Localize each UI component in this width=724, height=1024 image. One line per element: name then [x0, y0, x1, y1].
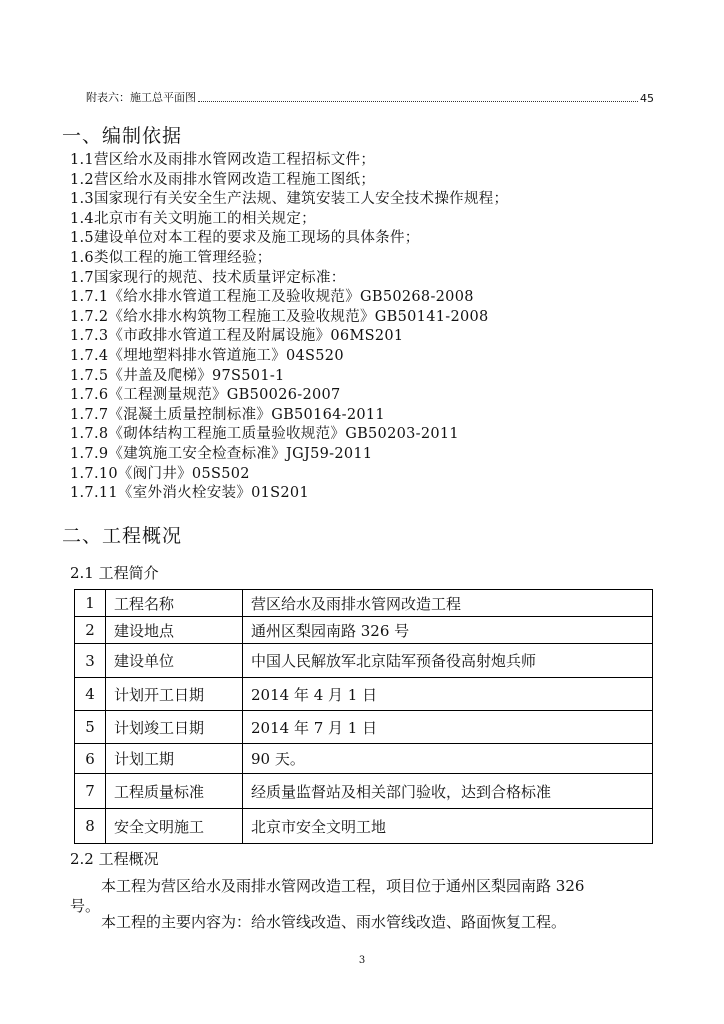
- list-item: 1.2营区给水及雨排水管网改造工程施工图纸；: [70, 171, 376, 188]
- table-row: [75, 774, 653, 809]
- list-item: 1.7.4《埋地塑料排水管道施工》04S520: [70, 347, 344, 364]
- row-label: 计划开工日期: [106, 678, 243, 711]
- list-item: 1.7.11《室外消火栓安装》01S201: [70, 485, 309, 502]
- table-row: [75, 590, 653, 617]
- toc-entry-title: 附表六：施工总平面图: [86, 91, 196, 104]
- row-value: 90 天。: [243, 744, 653, 774]
- list-item: 1.7.7《混凝土质量控制标准》GB50164-2011: [70, 406, 385, 423]
- row-label: 工程质量标准: [106, 774, 243, 809]
- row-number: 1: [75, 590, 106, 617]
- table-row: [75, 678, 653, 711]
- toc-dot-leader: [198, 101, 638, 102]
- section2-heading: 二、工程概况: [62, 525, 183, 547]
- row-label: 建设地点: [106, 617, 243, 644]
- subsection-2-1-heading: 2.1 工程简介: [70, 564, 159, 582]
- list-item: 1.6类似工程的施工管理经验；: [70, 249, 272, 266]
- table-row: [75, 744, 653, 774]
- project-overview-table: [74, 589, 653, 844]
- basis-list: [70, 151, 508, 504]
- table-row: [75, 711, 653, 744]
- page-number: 3: [358, 955, 366, 966]
- row-value: 2014 年 7 月 1 日: [243, 711, 653, 744]
- list-item: 1.7国家现行的规范、技术质量评定标准：: [70, 269, 346, 286]
- row-value: 中国人民解放军北京陆军预备役高射炮兵师: [243, 644, 653, 678]
- scope-paragraph: 本工程的主要内容为：给水管线改造、雨水管线改造、路面恢复工程。: [101, 913, 567, 931]
- toc-entry: [86, 89, 654, 105]
- row-value: 经质量监督站及相关部门验收，达到合格标准: [243, 774, 653, 809]
- row-label: 计划竣工日期: [106, 711, 243, 744]
- list-item: 1.7.6《工程测量规范》GB50026-2007: [70, 387, 341, 404]
- toc-entry-page: 45: [640, 92, 654, 105]
- row-number: 6: [75, 744, 106, 774]
- list-item: 1.7.9《建筑施工安全检查标准》JGJ59-2011: [70, 445, 373, 462]
- table-row: [75, 617, 653, 644]
- row-value: 通州区梨园南路 326 号: [243, 617, 653, 644]
- row-number: 5: [75, 711, 106, 744]
- list-item: 1.1营区给水及雨排水管网改造工程招标文件；: [70, 152, 376, 168]
- overview-paragraph-line: 号。: [70, 897, 101, 915]
- overview-paragraph-line: 本工程为营区给水及雨排水管网改造工程，项目位于通州区梨园南路 326: [101, 877, 585, 895]
- list-item: 1.3国家现行有关安全生产法规、建筑安装工人安全技术操作规程；: [70, 191, 509, 208]
- table-row: [75, 809, 653, 844]
- list-item: 1.7.2《给水排水构筑物工程施工及验收规范》GB50141-2008: [70, 308, 489, 325]
- list-item: 1.7.8《砌体结构工程施工质量验收规范》GB50203-2011: [70, 426, 459, 443]
- row-number: 3: [75, 644, 106, 678]
- section1-heading: 一、编制依据: [62, 125, 183, 147]
- row-label: 工程名称: [106, 590, 243, 617]
- list-item: 1.7.1《给水排水管道工程施工及验收规范》GB50268-2008: [70, 289, 474, 306]
- row-number: 8: [75, 809, 106, 844]
- row-value: 营区给水及雨排水管网改造工程: [243, 590, 653, 617]
- row-value: 北京市安全文明工地: [243, 809, 653, 844]
- row-label: 建设单位: [106, 644, 243, 678]
- row-value: 2014 年 4 月 1 日: [243, 678, 653, 711]
- list-item: 1.7.3《市政排水管道工程及附属设施》06MS201: [70, 328, 404, 345]
- subsection-2-2-heading: 2.2 工程概况: [70, 850, 159, 868]
- row-label: 安全文明施工: [106, 809, 243, 844]
- table-row: [75, 644, 653, 678]
- list-item: 1.5建设单位对本工程的要求及施工现场的具体条件；: [70, 230, 420, 247]
- list-item: 1.7.10《阀门井》05S502: [70, 465, 250, 482]
- list-item: 1.4北京市有关文明施工的相关规定；: [70, 210, 316, 227]
- row-number: 7: [75, 774, 106, 809]
- row-number: 2: [75, 617, 106, 644]
- row-number: 4: [75, 678, 106, 711]
- list-item: 1.7.5《井盖及爬梯》97S501-1: [70, 367, 285, 384]
- row-label: 计划工期: [106, 744, 243, 774]
